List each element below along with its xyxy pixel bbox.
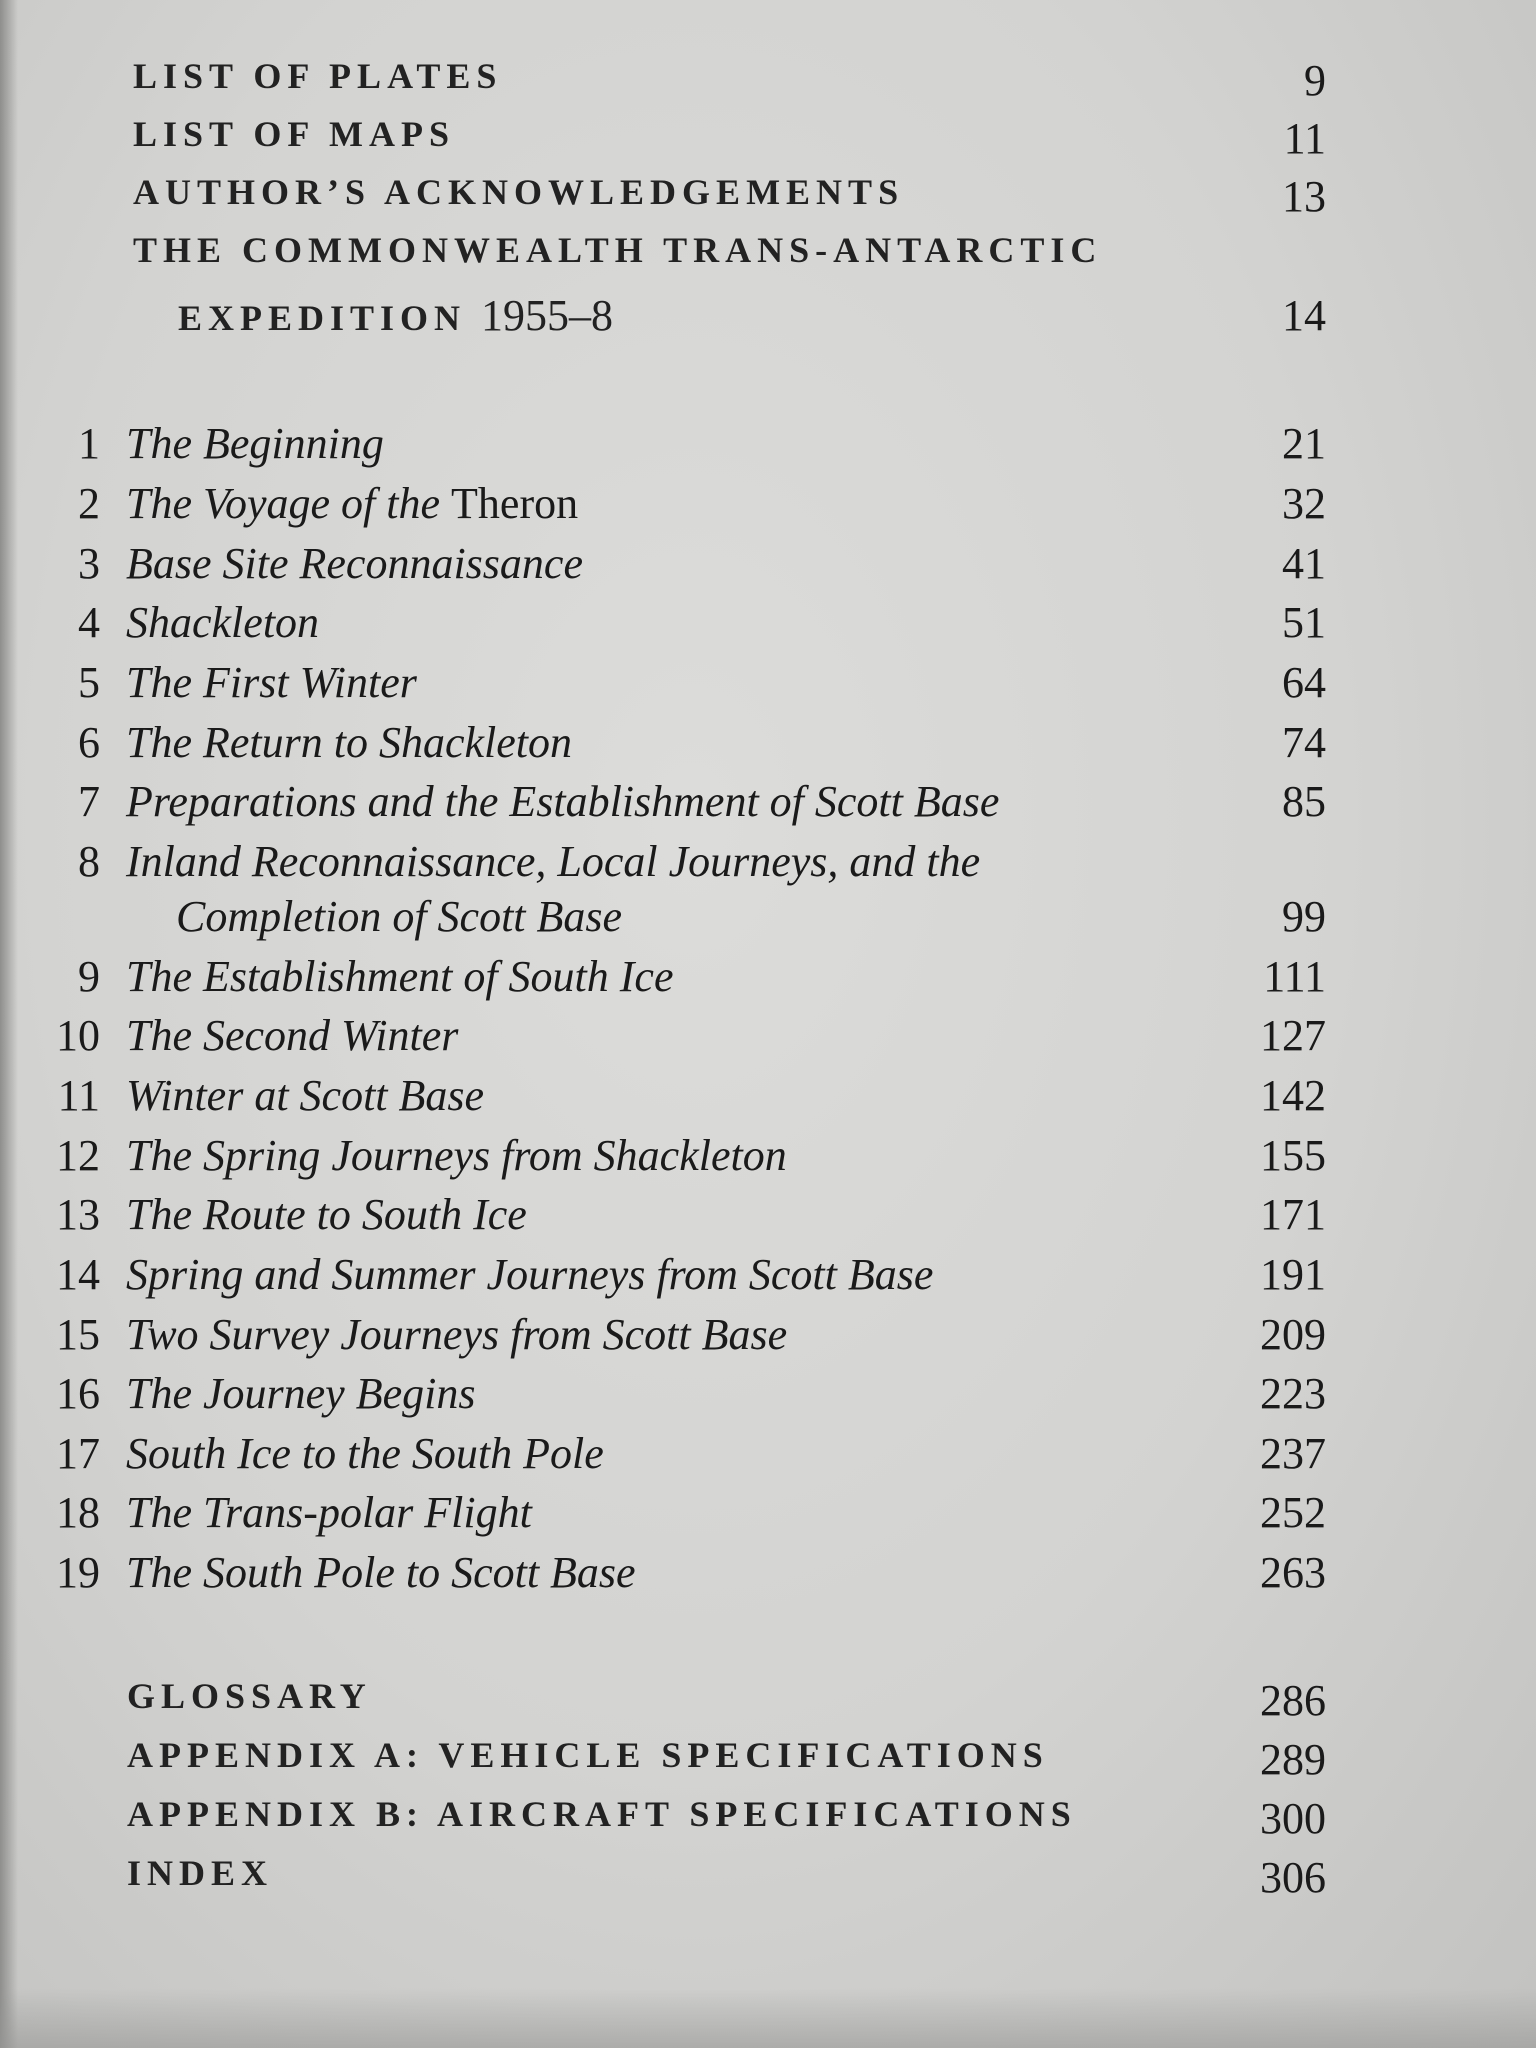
chapter-number: 5 xyxy=(78,658,100,707)
chapter-number: 18 xyxy=(56,1488,100,1537)
chapter-title: Shackleton xyxy=(126,598,320,647)
chapter-title: The Spring Journeys from Shackleton xyxy=(126,1131,787,1180)
chapter-page-number: 263 xyxy=(1260,1548,1326,1597)
chapter-page-number: 191 xyxy=(1260,1250,1326,1299)
chapter-title: South Ice to the South Pole xyxy=(126,1429,604,1478)
chapter-page-number: 171 xyxy=(1260,1190,1326,1239)
entry-page-number: 306 xyxy=(1260,1853,1326,1902)
chapter-number: 7 xyxy=(78,777,100,826)
chapter-entry xyxy=(0,1487,1536,1547)
chapter-page-number: 21 xyxy=(1282,419,1326,468)
entry-page-number: 11 xyxy=(1283,114,1326,163)
entry-page-number: 14 xyxy=(1282,291,1326,340)
front-matter-entry xyxy=(0,171,1536,231)
chapter-entry xyxy=(0,1249,1536,1309)
chapter-entry xyxy=(0,478,1536,538)
chapter-title: The First Winter xyxy=(126,658,417,707)
chapter-number: 4 xyxy=(78,598,100,647)
chapter-entry xyxy=(0,1130,1536,1190)
chapter-number: 11 xyxy=(57,1071,100,1120)
chapter-title: The Return to Shackleton xyxy=(126,718,573,767)
chapter-entry-continued xyxy=(0,891,1536,951)
back-matter-entry xyxy=(0,1793,1536,1853)
entry-title: APPENDIX A: VEHICLE SPECIFICATIONS xyxy=(127,1735,1049,1775)
chapter-number: 16 xyxy=(56,1369,100,1418)
entry-title: LIST OF MAPS xyxy=(133,114,456,154)
chapter-page-number: 99 xyxy=(1282,892,1326,941)
entry-page-number: 300 xyxy=(1260,1794,1326,1843)
chapter-entry xyxy=(0,1070,1536,1130)
page-edge-shadow xyxy=(0,1988,1536,2048)
back-matter-entry xyxy=(0,1734,1536,1794)
entry-title-line2 xyxy=(178,290,613,341)
entry-page-number: 13 xyxy=(1282,172,1326,221)
chapter-entry xyxy=(0,418,1536,478)
chapter-title xyxy=(126,478,578,529)
entry-title: GLOSSARY xyxy=(127,1676,372,1716)
chapter-title: The Establishment of South Ice xyxy=(126,952,674,1001)
chapter-page-number: 64 xyxy=(1282,658,1326,707)
chapter-entry xyxy=(0,657,1536,717)
chapter-entry xyxy=(0,1428,1536,1488)
chapter-page-number: 252 xyxy=(1260,1488,1326,1537)
entry-title: APPENDIX B: AIRCRAFT SPECIFICATIONS xyxy=(127,1794,1077,1834)
chapter-title: Base Site Reconnaissance xyxy=(126,539,583,588)
chapter-page-number: 209 xyxy=(1260,1310,1326,1359)
chapter-entry xyxy=(0,1309,1536,1369)
chapter-title: The Journey Begins xyxy=(126,1369,476,1418)
chapter-number: 19 xyxy=(56,1548,100,1597)
chapter-number: 9 xyxy=(78,952,100,1001)
chapter-number: 2 xyxy=(78,479,100,528)
chapter-page-number: 155 xyxy=(1260,1131,1326,1180)
entry-page-number: 9 xyxy=(1304,56,1326,105)
chapter-title-italic: The Voyage of the xyxy=(126,479,452,528)
chapter-entry xyxy=(0,776,1536,836)
front-matter-entry xyxy=(0,113,1536,173)
entry-page-number: 289 xyxy=(1260,1735,1326,1784)
chapter-title: The Beginning xyxy=(126,419,384,468)
chapter-title: The South Pole to Scott Base xyxy=(126,1548,636,1597)
chapter-page-number: 111 xyxy=(1263,952,1326,1001)
entry-title: LIST OF PLATES xyxy=(133,56,503,96)
chapter-number: 6 xyxy=(78,718,100,767)
front-matter-entry xyxy=(0,55,1536,115)
chapter-entry xyxy=(0,836,1536,896)
chapter-title: The Second Winter xyxy=(126,1011,459,1060)
back-matter-entry xyxy=(0,1675,1536,1735)
chapter-title: The Route to South Ice xyxy=(126,1190,527,1239)
chapter-number: 8 xyxy=(78,837,100,886)
chapter-title: Preparations and the Establishment of Scott Base xyxy=(126,777,1000,826)
chapter-number: 14 xyxy=(56,1250,100,1299)
chapter-entry xyxy=(0,1189,1536,1249)
front-matter-entry xyxy=(0,229,1536,289)
chapter-number: 1 xyxy=(78,419,100,468)
chapter-number: 3 xyxy=(78,539,100,588)
chapter-page-number: 85 xyxy=(1282,777,1326,826)
front-matter-entry-continued xyxy=(0,290,1536,350)
entry-page-number: 286 xyxy=(1260,1676,1326,1725)
entry-title-line1: THE COMMONWEALTH TRANS-ANTARCTIC xyxy=(133,230,1103,270)
entry-title: AUTHOR’S ACKNOWLEDGEMENTS xyxy=(133,172,905,212)
chapter-page-number: 223 xyxy=(1260,1369,1326,1418)
chapter-title: Spring and Summer Journeys from Scott Base xyxy=(126,1250,934,1299)
chapter-entry xyxy=(0,951,1536,1011)
chapter-title: Winter at Scott Base xyxy=(126,1071,485,1120)
chapter-page-number: 41 xyxy=(1282,539,1326,588)
chapter-number: 12 xyxy=(56,1131,100,1180)
chapter-page-number: 32 xyxy=(1282,479,1326,528)
chapter-entry xyxy=(0,1010,1536,1070)
chapter-entry xyxy=(0,1368,1536,1428)
chapter-number: 13 xyxy=(56,1190,100,1239)
chapter-page-number: 51 xyxy=(1282,598,1326,647)
entry-title-word: EXPEDITION xyxy=(178,298,467,338)
chapter-entry xyxy=(0,717,1536,777)
chapter-page-number: 237 xyxy=(1260,1429,1326,1478)
chapter-number: 17 xyxy=(56,1429,100,1478)
back-matter-entry xyxy=(0,1852,1536,1912)
chapter-entry xyxy=(0,1547,1536,1607)
chapter-title-line2: Completion of Scott Base xyxy=(176,892,623,941)
chapter-number: 10 xyxy=(56,1011,100,1060)
chapter-page-number: 74 xyxy=(1282,718,1326,767)
chapter-number: 15 xyxy=(56,1310,100,1359)
chapter-entry xyxy=(0,597,1536,657)
chapter-title-line1: Inland Reconnaissance, Local Journeys, and the xyxy=(126,837,981,886)
chapter-title: The Trans-polar Flight xyxy=(126,1488,532,1537)
chapter-title: Two Survey Journeys from Scott Base xyxy=(126,1310,788,1359)
chapter-entry xyxy=(0,538,1536,598)
ship-name: Theron xyxy=(451,479,579,528)
entry-title-year: 1955–8 xyxy=(481,291,614,340)
entry-title: INDEX xyxy=(127,1853,274,1893)
chapter-page-number: 142 xyxy=(1260,1071,1326,1120)
chapter-page-number: 127 xyxy=(1260,1011,1326,1060)
